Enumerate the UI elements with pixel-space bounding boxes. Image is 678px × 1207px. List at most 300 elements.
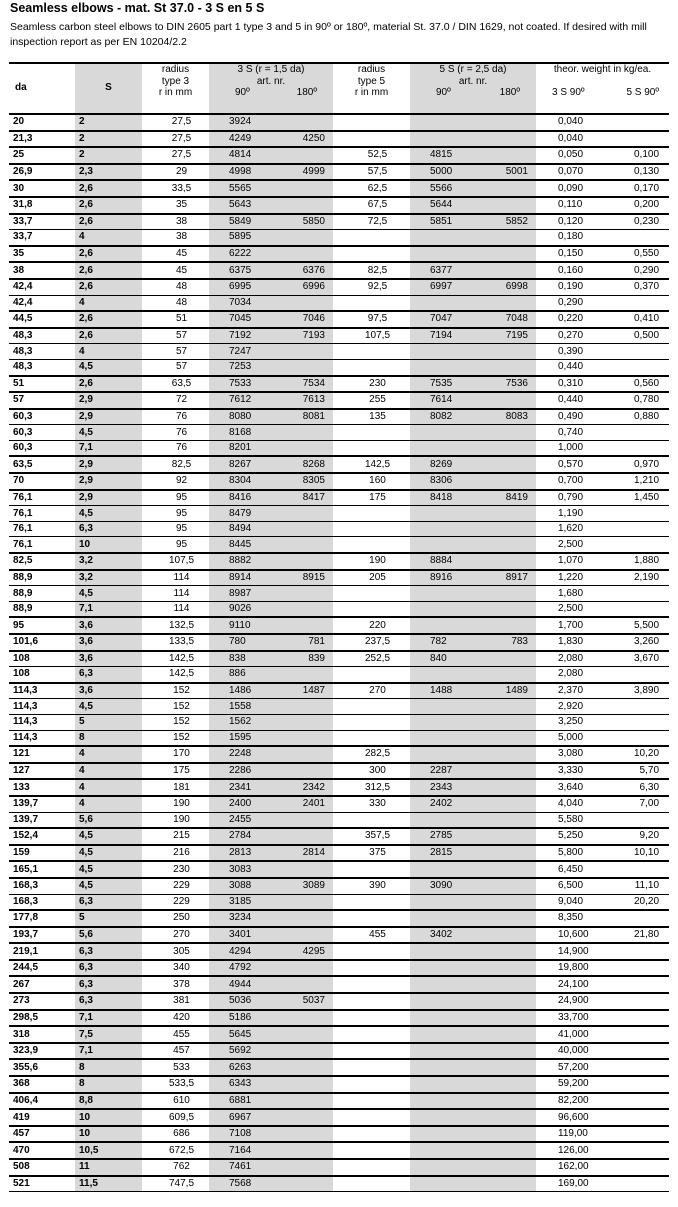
weight-3s-header: 3 S 90º xyxy=(552,87,585,98)
cell-w3: 1,830 xyxy=(536,634,599,651)
cell-s: 4,5 xyxy=(75,359,142,375)
cell-s: 11 xyxy=(75,1159,142,1176)
cell-a3-180: 4250 xyxy=(269,131,333,148)
cell-r5 xyxy=(333,1043,410,1060)
cell-a5-90: 6997 xyxy=(410,279,464,295)
cell-w5 xyxy=(599,1142,669,1159)
cell-a3-180 xyxy=(269,667,333,683)
cell-da: 33,7 xyxy=(9,230,75,246)
col-header-s: S xyxy=(75,63,142,114)
cell-a3-180 xyxy=(269,1109,333,1126)
cell-r3: 686 xyxy=(142,1126,209,1143)
cell-a5-90: 4815 xyxy=(410,147,464,164)
cell-da: 457 xyxy=(9,1126,75,1143)
cell-w3: 0,070 xyxy=(536,164,599,181)
cell-r5: 142,5 xyxy=(333,456,410,473)
cell-a5-90: 2287 xyxy=(410,763,464,780)
cell-a5-90 xyxy=(410,1176,464,1192)
cell-a5-180 xyxy=(464,473,536,490)
cell-w5: 0,100 xyxy=(599,147,669,164)
cell-s: 4,5 xyxy=(75,425,142,441)
cell-w3: 1,000 xyxy=(536,440,599,456)
cell-r5 xyxy=(333,943,410,960)
cell-w5 xyxy=(599,1176,669,1192)
cell-a3-90: 5645 xyxy=(209,1026,269,1043)
cell-a5-180 xyxy=(464,1093,536,1110)
cell-a3-90: 6967 xyxy=(209,1109,269,1126)
cell-da: 25 xyxy=(9,147,75,164)
col-header-3s xyxy=(209,63,333,114)
cell-s: 6,3 xyxy=(75,993,142,1010)
cell-w5 xyxy=(599,943,669,960)
cell-da: 114,3 xyxy=(9,714,75,730)
cell-w3: 0,290 xyxy=(536,295,599,311)
cell-a5-90: 2343 xyxy=(410,779,464,796)
cell-s: 5,6 xyxy=(75,812,142,828)
table-row xyxy=(9,714,669,730)
cell-s: 2,9 xyxy=(75,392,142,409)
cell-r5: 82,5 xyxy=(333,262,410,279)
cell-a3-90: 8882 xyxy=(209,553,269,570)
cell-s: 4,5 xyxy=(75,699,142,715)
cell-a3-180: 6996 xyxy=(269,279,333,295)
cell-r5: 230 xyxy=(333,376,410,393)
cell-a3-90: 7192 xyxy=(209,328,269,344)
cell-a5-180 xyxy=(464,537,536,553)
cell-s: 4,5 xyxy=(75,878,142,894)
cell-a3-180: 2401 xyxy=(269,796,333,812)
cell-da: 355,6 xyxy=(9,1059,75,1076)
cell-w3: 2,080 xyxy=(536,651,599,667)
cell-a5-90 xyxy=(410,993,464,1010)
cell-s: 7,1 xyxy=(75,440,142,456)
cell-r5: 220 xyxy=(333,617,410,634)
cell-a5-180 xyxy=(464,456,536,473)
cell-w5 xyxy=(599,812,669,828)
col-header-weight xyxy=(536,63,669,114)
cell-a5-180 xyxy=(464,359,536,375)
cell-s: 4,5 xyxy=(75,828,142,845)
cell-a5-90 xyxy=(410,699,464,715)
cell-s: 11,5 xyxy=(75,1176,142,1192)
cell-a3-90: 6263 xyxy=(209,1059,269,1076)
cell-a5-90: 8418 xyxy=(410,490,464,506)
cell-a5-90 xyxy=(410,601,464,617)
cell-a5-180 xyxy=(464,506,536,522)
cell-a5-90 xyxy=(410,1142,464,1159)
cell-a5-90 xyxy=(410,1126,464,1143)
cell-a3-90: 780 xyxy=(209,634,269,651)
cell-r3: 57 xyxy=(142,359,209,375)
cell-r5 xyxy=(333,1059,410,1076)
cell-a5-180: 7048 xyxy=(464,311,536,328)
cell-a5-90 xyxy=(410,617,464,634)
cell-r3: 762 xyxy=(142,1159,209,1176)
cell-da: 88,9 xyxy=(9,601,75,617)
cell-a5-180 xyxy=(464,1076,536,1093)
cell-a5-180 xyxy=(464,993,536,1010)
cell-r3: 152 xyxy=(142,699,209,715)
table-row xyxy=(9,617,669,634)
cell-a3-180: 1487 xyxy=(269,683,333,699)
cell-w3: 3,640 xyxy=(536,779,599,796)
cell-a5-180 xyxy=(464,617,536,634)
cell-a5-180 xyxy=(464,344,536,360)
cell-a3-180 xyxy=(269,521,333,537)
cell-w5: 0,970 xyxy=(599,456,669,473)
cell-a3-90: 9110 xyxy=(209,617,269,634)
cell-a3-90: 3088 xyxy=(209,878,269,894)
cell-a3-180 xyxy=(269,1059,333,1076)
cell-a3-180: 7193 xyxy=(269,328,333,344)
table-row xyxy=(9,164,669,181)
cell-s: 2 xyxy=(75,114,142,131)
cell-s: 4 xyxy=(75,779,142,796)
cell-a5-180: 7536 xyxy=(464,376,536,393)
cell-r5: 135 xyxy=(333,409,410,425)
cell-a5-90: 2785 xyxy=(410,828,464,845)
cell-a5-180 xyxy=(464,779,536,796)
cell-da: 35 xyxy=(9,246,75,263)
cell-r5 xyxy=(333,586,410,602)
cell-w5 xyxy=(599,1126,669,1143)
cell-w3: 0,570 xyxy=(536,456,599,473)
cell-a3-90: 886 xyxy=(209,667,269,683)
cell-a3-180 xyxy=(269,976,333,993)
cell-s: 3,2 xyxy=(75,553,142,570)
cell-w5: 0,130 xyxy=(599,164,669,181)
cell-a5-180 xyxy=(464,1126,536,1143)
cell-a3-180 xyxy=(269,812,333,828)
cell-da: 21,3 xyxy=(9,131,75,148)
cell-w3: 0,440 xyxy=(536,359,599,375)
cell-da: 419 xyxy=(9,1109,75,1126)
cell-da: 60,3 xyxy=(9,409,75,425)
table-row xyxy=(9,763,669,780)
cell-a5-180 xyxy=(464,845,536,862)
table-row xyxy=(9,246,669,263)
cell-a5-90: 8269 xyxy=(410,456,464,473)
cell-a3-180 xyxy=(269,1026,333,1043)
cell-a3-90: 5186 xyxy=(209,1010,269,1027)
cell-s: 2,6 xyxy=(75,180,142,197)
cell-w3: 0,390 xyxy=(536,344,599,360)
cell-da: 368 xyxy=(9,1076,75,1093)
cell-a3-90: 8267 xyxy=(209,456,269,473)
table-row xyxy=(9,943,669,960)
cell-w3: 1,190 xyxy=(536,506,599,522)
cell-r5: 300 xyxy=(333,763,410,780)
cell-s: 4,5 xyxy=(75,586,142,602)
cell-a3-90: 7247 xyxy=(209,344,269,360)
cell-a5-180: 1489 xyxy=(464,683,536,699)
cell-a5-90 xyxy=(410,359,464,375)
cell-da: 82,5 xyxy=(9,553,75,570)
cell-a5-90: 8916 xyxy=(410,570,464,586)
cell-w3: 1,700 xyxy=(536,617,599,634)
cell-r3: 455 xyxy=(142,1026,209,1043)
cell-a5-90: 7194 xyxy=(410,328,464,344)
cell-da: 273 xyxy=(9,993,75,1010)
cell-da: 51 xyxy=(9,376,75,393)
cell-w5: 0,170 xyxy=(599,180,669,197)
cell-w3: 0,220 xyxy=(536,311,599,328)
cell-a3-180 xyxy=(269,894,333,910)
cell-r3: 82,5 xyxy=(142,456,209,473)
table-row xyxy=(9,311,669,328)
cell-r3: 457 xyxy=(142,1043,209,1060)
cell-r5 xyxy=(333,1010,410,1027)
cell-r3: 216 xyxy=(142,845,209,862)
cell-w3: 41,000 xyxy=(536,1026,599,1043)
cell-s: 2,6 xyxy=(75,262,142,279)
cell-w5 xyxy=(599,230,669,246)
table-row xyxy=(9,1093,669,1110)
cell-a3-180: 2342 xyxy=(269,779,333,796)
cell-da: 177,8 xyxy=(9,910,75,927)
3s-line1: 3 S (r = 1,5 da) xyxy=(237,64,305,75)
cell-a5-180 xyxy=(464,1159,536,1176)
cell-s: 6,3 xyxy=(75,960,142,977)
cell-a3-180: 7613 xyxy=(269,392,333,409)
cell-a3-90: 6881 xyxy=(209,1093,269,1110)
cell-a3-90: 8168 xyxy=(209,425,269,441)
cell-r3: 63,5 xyxy=(142,376,209,393)
cell-r3: 142,5 xyxy=(142,651,209,667)
table-row xyxy=(9,114,669,131)
cell-w3: 82,200 xyxy=(536,1093,599,1110)
table-row xyxy=(9,506,669,522)
cell-w5 xyxy=(599,295,669,311)
cell-r3: 533 xyxy=(142,1059,209,1076)
cell-a5-90 xyxy=(410,1010,464,1027)
cell-r5: 375 xyxy=(333,845,410,862)
cell-w5 xyxy=(599,1059,669,1076)
cell-a5-90: 3090 xyxy=(410,878,464,894)
cell-a5-180 xyxy=(464,976,536,993)
cell-r5: 237,5 xyxy=(333,634,410,651)
cell-a5-90: 2402 xyxy=(410,796,464,812)
cell-da: 127 xyxy=(9,763,75,780)
cell-r3: 381 xyxy=(142,993,209,1010)
cell-a5-180 xyxy=(464,828,536,845)
cell-w5 xyxy=(599,993,669,1010)
cell-da: 470 xyxy=(9,1142,75,1159)
cell-a5-180: 8083 xyxy=(464,409,536,425)
cell-a3-180 xyxy=(269,537,333,553)
table-row xyxy=(9,845,669,862)
cell-a5-180 xyxy=(464,586,536,602)
cell-a5-90: 8082 xyxy=(410,409,464,425)
cell-w5: 21,80 xyxy=(599,927,669,944)
3s-180-header: 180º xyxy=(296,87,317,98)
cell-a3-90: 3401 xyxy=(209,927,269,944)
cell-s: 2,6 xyxy=(75,279,142,295)
cell-w5 xyxy=(599,1026,669,1043)
cell-a5-90 xyxy=(410,506,464,522)
cell-r3: 57 xyxy=(142,344,209,360)
cell-a5-90: 6377 xyxy=(410,262,464,279)
cell-a3-90: 4792 xyxy=(209,960,269,977)
cell-a5-90 xyxy=(410,943,464,960)
cell-r3: 250 xyxy=(142,910,209,927)
cell-a3-90: 2455 xyxy=(209,812,269,828)
cell-r3: 340 xyxy=(142,960,209,977)
5s-180-header: 180º xyxy=(499,87,520,98)
cell-a3-90: 5643 xyxy=(209,197,269,214)
cell-da: 95 xyxy=(9,617,75,634)
cell-r3: 76 xyxy=(142,409,209,425)
cell-s: 3,6 xyxy=(75,634,142,651)
cell-da: 63,5 xyxy=(9,456,75,473)
cell-w5 xyxy=(599,440,669,456)
cell-r5 xyxy=(333,1142,410,1159)
cell-a3-180 xyxy=(269,586,333,602)
cell-da: 76,1 xyxy=(9,490,75,506)
cell-r3: 152 xyxy=(142,714,209,730)
cell-a3-180 xyxy=(269,730,333,746)
cell-a5-90 xyxy=(410,1043,464,1060)
cell-a3-90: 3185 xyxy=(209,894,269,910)
cell-s: 7,5 xyxy=(75,1026,142,1043)
cell-da: 244,5 xyxy=(9,960,75,977)
cell-w3: 8,350 xyxy=(536,910,599,927)
cell-a5-90 xyxy=(410,537,464,553)
table-row xyxy=(9,1109,669,1126)
5s-line1: 5 S (r = 2,5 da) xyxy=(439,64,507,75)
cell-da: 168,3 xyxy=(9,894,75,910)
cell-w3: 1,620 xyxy=(536,521,599,537)
cell-a3-90: 2286 xyxy=(209,763,269,780)
cell-r3: 92 xyxy=(142,473,209,490)
cell-a3-90: 6222 xyxy=(209,246,269,263)
cell-a3-90: 4998 xyxy=(209,164,269,181)
cell-w5: 10,20 xyxy=(599,746,669,763)
cell-w3: 2,920 xyxy=(536,699,599,715)
cell-a5-180 xyxy=(464,894,536,910)
radius3-line1: radius xyxy=(161,64,190,75)
cell-a3-90: 5895 xyxy=(209,230,269,246)
cell-w5 xyxy=(599,537,669,553)
table-row xyxy=(9,1126,669,1143)
cell-r5: 57,5 xyxy=(333,164,410,181)
cell-da: 521 xyxy=(9,1176,75,1192)
cell-r3: 95 xyxy=(142,506,209,522)
cell-r5: 97,5 xyxy=(333,311,410,328)
cell-a5-90 xyxy=(410,861,464,878)
cell-r3: 152 xyxy=(142,730,209,746)
cell-a5-90 xyxy=(410,440,464,456)
cell-r5 xyxy=(333,506,410,522)
cell-da: 114,3 xyxy=(9,699,75,715)
cell-s: 4 xyxy=(75,230,142,246)
cell-s: 8 xyxy=(75,1076,142,1093)
cell-s: 6,3 xyxy=(75,667,142,683)
cell-da: 508 xyxy=(9,1159,75,1176)
cell-a3-180 xyxy=(269,960,333,977)
cell-a5-180 xyxy=(464,796,536,812)
cell-a3-180 xyxy=(269,246,333,263)
cell-w5: 0,780 xyxy=(599,392,669,409)
cell-a3-90: 8080 xyxy=(209,409,269,425)
cell-a5-90 xyxy=(410,521,464,537)
cell-r3: 27,5 xyxy=(142,147,209,164)
cell-a5-90: 5644 xyxy=(410,197,464,214)
cell-a3-180 xyxy=(269,746,333,763)
cell-r5 xyxy=(333,359,410,375)
cell-w3: 59,200 xyxy=(536,1076,599,1093)
cell-a3-90: 1562 xyxy=(209,714,269,730)
radius5-line3: r in mm xyxy=(354,87,389,98)
cell-a3-180 xyxy=(269,714,333,730)
cell-r5: 455 xyxy=(333,927,410,944)
cell-w5: 0,200 xyxy=(599,197,669,214)
cell-w5 xyxy=(599,960,669,977)
cell-r5: 330 xyxy=(333,796,410,812)
cell-w3: 5,000 xyxy=(536,730,599,746)
cell-r5 xyxy=(333,976,410,993)
cell-a5-90: 1488 xyxy=(410,683,464,699)
table-row xyxy=(9,1059,669,1076)
cell-w3: 96,600 xyxy=(536,1109,599,1126)
cell-s: 7,1 xyxy=(75,1010,142,1027)
cell-r3: 48 xyxy=(142,295,209,311)
cell-da: 70 xyxy=(9,473,75,490)
cell-a5-180 xyxy=(464,861,536,878)
table-row xyxy=(9,473,669,490)
cell-da: 60,3 xyxy=(9,440,75,456)
cell-da: 101,6 xyxy=(9,634,75,651)
cell-a3-180: 4999 xyxy=(269,164,333,181)
cell-a3-180 xyxy=(269,359,333,375)
cell-w5: 20,20 xyxy=(599,894,669,910)
cell-a3-90: 4294 xyxy=(209,943,269,960)
cell-a3-180: 839 xyxy=(269,651,333,667)
cell-s: 2,6 xyxy=(75,328,142,344)
cell-a5-90 xyxy=(410,1093,464,1110)
cell-w3: 24,900 xyxy=(536,993,599,1010)
cell-s: 4 xyxy=(75,796,142,812)
cell-s: 7,1 xyxy=(75,601,142,617)
cell-da: 114,3 xyxy=(9,683,75,699)
cell-da: 60,3 xyxy=(9,425,75,441)
cell-r5 xyxy=(333,993,410,1010)
cell-w5 xyxy=(599,910,669,927)
cell-r3: 51 xyxy=(142,311,209,328)
radius5-line1: radius xyxy=(357,64,386,75)
cell-w3: 1,220 xyxy=(536,570,599,586)
cell-w3: 169,00 xyxy=(536,1176,599,1192)
cell-w5 xyxy=(599,114,669,131)
cell-a5-90: 7614 xyxy=(410,392,464,409)
table-row xyxy=(9,279,669,295)
cell-w3: 19,800 xyxy=(536,960,599,977)
cell-r3: 95 xyxy=(142,537,209,553)
cell-da: 20 xyxy=(9,114,75,131)
cell-w5 xyxy=(599,861,669,878)
cell-w5 xyxy=(599,1043,669,1060)
cell-a3-180 xyxy=(269,230,333,246)
cell-a5-180: 8917 xyxy=(464,570,536,586)
col-header-radius-type3 xyxy=(142,63,209,114)
cell-a3-180 xyxy=(269,197,333,214)
table-row xyxy=(9,796,669,812)
table-row xyxy=(9,910,669,927)
cell-w5 xyxy=(599,586,669,602)
cell-a3-180 xyxy=(269,1076,333,1093)
cell-da: 108 xyxy=(9,667,75,683)
cell-w5: 0,230 xyxy=(599,214,669,230)
